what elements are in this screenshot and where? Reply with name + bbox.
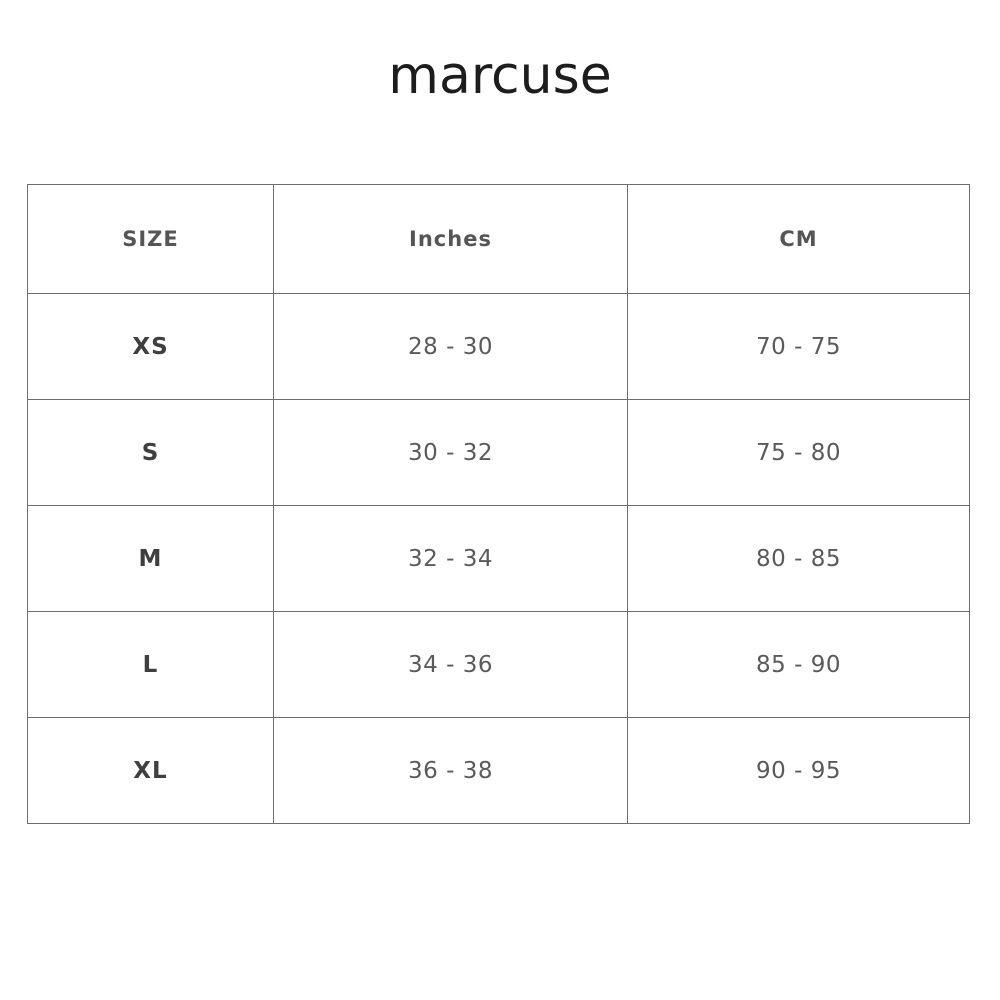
column-header-cm: CM (628, 185, 970, 294)
cell-size: L (28, 612, 274, 718)
cell-size: XS (28, 294, 274, 400)
column-header-inches: Inches (274, 185, 628, 294)
cell-size: M (28, 506, 274, 612)
table-header (28, 185, 970, 294)
brand-title: marcuse (388, 46, 612, 106)
size-chart-table (27, 184, 970, 824)
cell-cm: 70 - 75 (628, 294, 970, 400)
cell-inches: 28 - 30 (274, 294, 628, 400)
table-row (28, 506, 970, 612)
cell-cm: 75 - 80 (628, 400, 970, 506)
table-row (28, 718, 970, 824)
cell-inches: 36 - 38 (274, 718, 628, 824)
cell-inches: 34 - 36 (274, 612, 628, 718)
table-body (28, 294, 970, 824)
table-row (28, 612, 970, 718)
cell-cm: 85 - 90 (628, 612, 970, 718)
cell-cm: 80 - 85 (628, 506, 970, 612)
table-row (28, 294, 970, 400)
column-header-size: SIZE (28, 185, 274, 294)
cell-cm: 90 - 95 (628, 718, 970, 824)
cell-inches: 32 - 34 (274, 506, 628, 612)
table-row (28, 400, 970, 506)
cell-inches: 30 - 32 (274, 400, 628, 506)
table-header-row (28, 185, 970, 294)
cell-size: S (28, 400, 274, 506)
cell-size: XL (28, 718, 274, 824)
